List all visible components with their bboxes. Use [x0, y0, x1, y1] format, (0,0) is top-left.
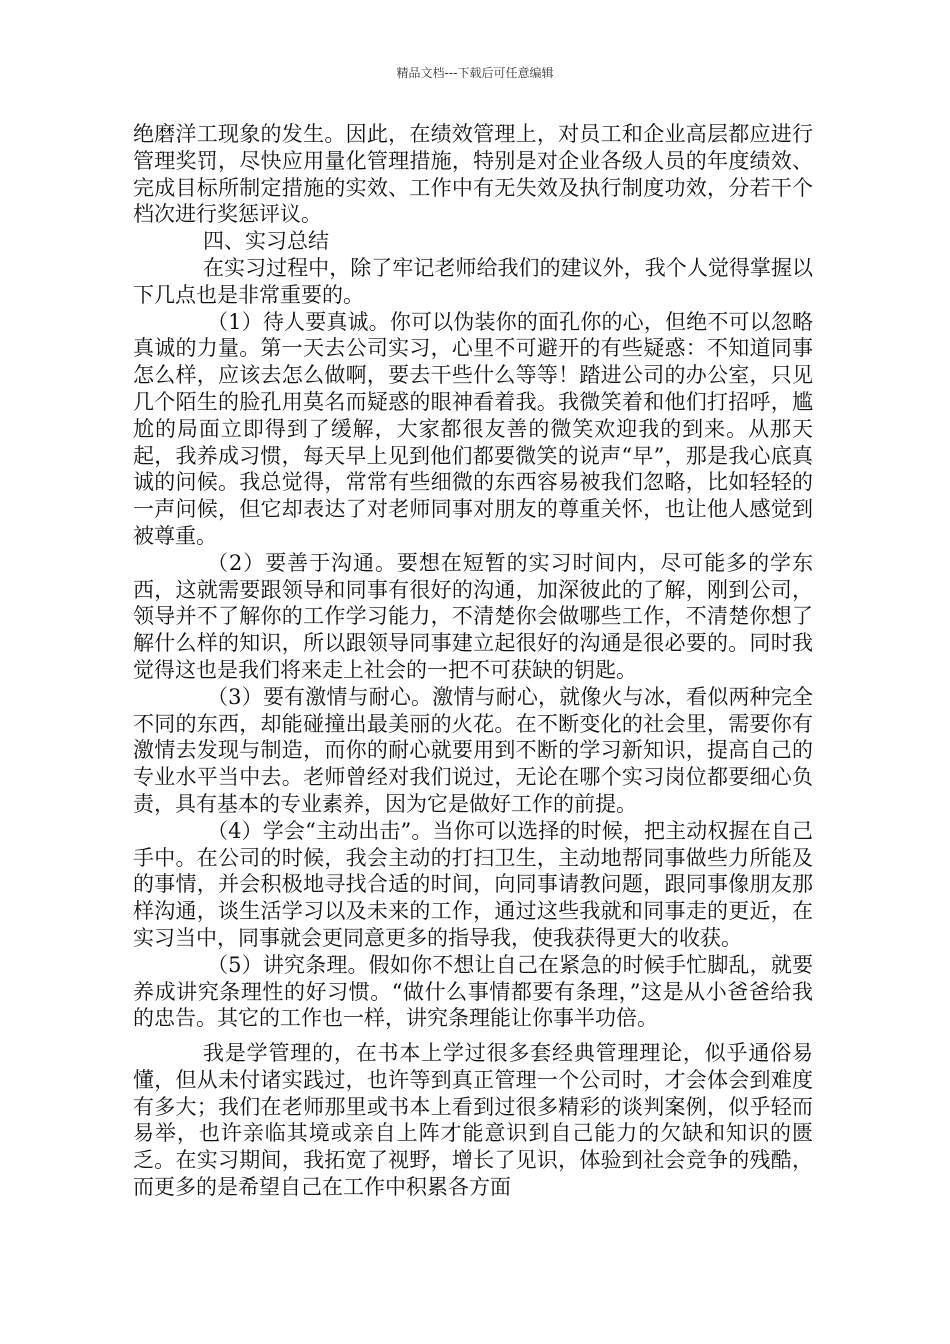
- paragraph-performance-management: 绝磨洋工现象的发生。因此，在绩效管理上，对员工和企业高层都应进行管理奖罚，尽快应用量化管理措施，特别是对企业各级人员的年度绩效、完成目标所制定措施的实效、工作中有无失效及执行制度功效，分若干个档次进行奖惩评议。: [133, 122, 813, 227]
- page-header: 精品文档---下载后可任意编辑: [396, 66, 554, 80]
- paragraph-point-3-passion-patience: （3）要有激情与耐心。激情与耐心，就像火与冰，看似两种完全不同的东西，却能碰撞出最美丽的火花。在不断变化的社会里，需要你有激情去发现与制造，而你的耐心就要用到不断的学习新知识，提高自己的专业水平当中去。老师曾经对我们说过，无论在哪个实习岗位都要细心负责，具有基本的专业素养，因为它是做好工作的前提。: [133, 684, 813, 816]
- section-heading-internship-summary: 四、实习总结: [203, 229, 329, 254]
- paragraph-point-5-orderliness: （5）讲究条理。假如你不想让自己在紧急的时候手忙脚乱，就要养成讲究条理性的好习惯。“做什么事情都要有条理，”这是从小爸爸给我的忠告。其它的工作也一样，讲究条理能让你事半功倍。: [133, 952, 813, 1031]
- paragraph-point-4-initiative: （4）学会“主动出击”。当你可以选择的时候，把主动权握在自己手中。在公司的时候，我会主动的打扫卫生，主动地帮同事做些力所能及的事情，并会积极地寻找合适的时间，向同事请教问题，跟同事像朋友那样沟通，谈生活学习以及未来的工作，通过这些我就和同事走的更近，在实习当中，同事就会更同意更多的指导我，使我获得更大的收获。: [133, 818, 813, 950]
- document-body: [133, 121, 813, 1201]
- paragraph-summary-intro: 在实习过程中，除了牢记老师给我们的建议外，我个人觉得掌握以下几点也是非常重要的。: [133, 255, 813, 307]
- paragraph-point-2-communication: （2）要善于沟通。要想在短暂的实习时间内，尽可能多的学东西，这就需要跟领导和同事有很好的沟通，加深彼此的了解，刚到公司，领导并不了解你的工作学习能力，不清楚你会做哪些工作，不清楚你想了解什么样的知识，所以跟领导同事建立起很好的沟通是很必要的。同时我觉得这也是我们将来走上社会的一把不可获缺的钥匙。: [133, 550, 813, 682]
- paragraph-point-1-sincerity: （1）待人要真诚。你可以伪装你的面孔你的心，但绝不可以忽略真诚的力量。第一天去公司实习，心里不可避开的有些疑惑：不知道同事怎么样，应该去怎么做啊，要去干些什么等等！踏进公司的办公室，只见几个陌生的脸孔用莫名而疑惑的眼神看着我。我微笑着和他们打招呼，尴尬的局面立即得到了缓解，大家都很友善的微笑欢迎我的到来。从那天起，我养成习惯，每天早上见到他们都要微笑的说声“早”，那是我心底真诚的问候。我总觉得，常常有些细微的东西容易被我们忽略，比如轻轻的一声问候，但它却表达了对老师同事对朋友的尊重关怀，也让他人感觉到被尊重。: [133, 309, 813, 548]
- paragraph-closing-reflection: 我是学管理的，在书本上学过很多套经典管理理论，似乎通俗易懂，但从未付诸实践过，也许等到真正管理一个公司时，才会体会到难度有多大；我们在老师那里或书本上看到过很多精彩的谈判案例，似乎轻而易举，也许亲临其境或亲自上阵才能意识到自己能力的欠缺和知识的匮乏。在实习期间，我拓宽了视野，增长了见识，体验到社会竞争的残酷，而更多的是希望自己在工作中积累各方面: [133, 1041, 813, 1200]
